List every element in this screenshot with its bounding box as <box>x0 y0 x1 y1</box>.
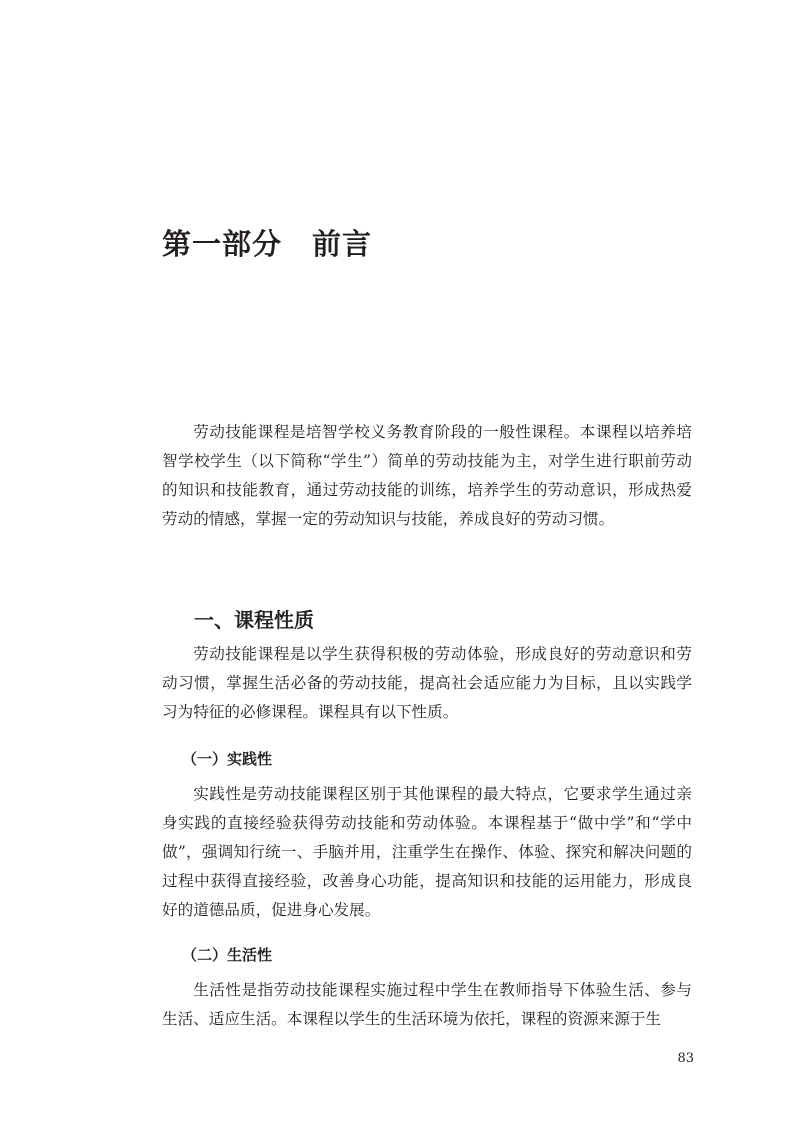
page-number: 83 <box>677 1051 694 1066</box>
practicality-paragraph: 实践性是劳动技能课程区别于其他课程的最大特点，它要求学生通过亲身实践的直接经验获得劳动技能和劳动体验。本课程基于“做中学”和“学中做”，强调知行统一、手脑并用，注重学生在操作、体验、探究和解决问题的过程中获得直接经验，改善身心功能，提高知识和技能的运用能力，形成良好的道德品质，促进身心发展。 <box>162 785 692 919</box>
subheading-life-orientation: （二）生活性 <box>182 946 273 964</box>
life-orientation-paragraph: 生活性是指劳动技能课程实施过程中学生在教师指导下体验生活、参与生活、适应生活。本课程以学生的生活环境为依托，课程的资源来源于生 <box>162 981 692 1028</box>
subheading-practicality: （一）实践性 <box>182 750 273 768</box>
course-nature-paragraph: 劳动技能课程是以学生获得积极的劳动体验，形成良好的劳动意识和劳动习惯，掌握生活必备的劳动技能，提高社会适应能力为目标，且以实践学习为特征的必修课程。课程具有以下性质。 <box>162 645 692 721</box>
part-title: 第一部分 前言 <box>162 227 373 261</box>
section-heading-course-nature: 一、课程性质 <box>194 608 314 632</box>
preface-paragraph: 劳动技能课程是培智学校义务教育阶段的一般性课程。本课程以培养培智学校学生（以下简称“学生”）简单的劳动技能为主，对学生进行职前劳动的知识和技能教育，通过劳动技能的训练，培养学生的劳动意识，形成热爱劳动的情感，掌握一定的劳动知识与技能，养成良好的劳动习惯。 <box>162 423 692 528</box>
